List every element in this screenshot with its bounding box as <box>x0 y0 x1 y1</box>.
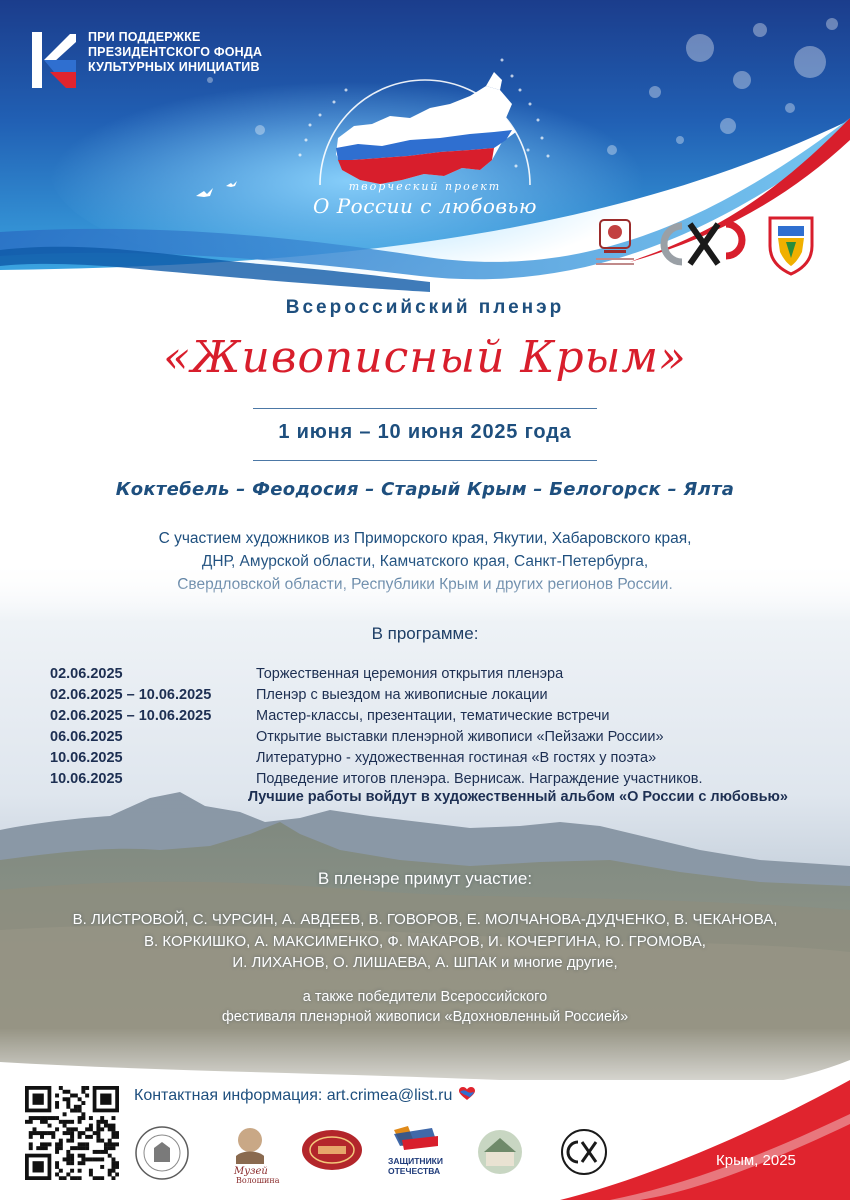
program-text: Открытие выставки пленэрной живописи «Пейзажи России» <box>256 729 664 745</box>
ministry-emblem-icon <box>596 220 634 265</box>
qr-code-icon <box>25 1086 119 1180</box>
names-line-1: В. ЛИСТРОВОЙ, С. ЧУРСИН, А. АВДЕЕВ, В. ГОВОРОВ, Е. МОЛЧАНОВА-ДУДЧЕНКО, В. ЧЕКАНОВА, <box>72 911 778 928</box>
footer-year: Крым, 2025 <box>716 1152 796 1169</box>
defenders-logo-icon <box>388 1126 443 1176</box>
participants-names <box>0 909 850 974</box>
round-photo-logo-icon <box>478 1130 522 1174</box>
svg-text:ОТЕЧЕСТВА: ОТЕЧЕСТВА <box>388 1166 441 1176</box>
fund-line-1: ПРИ ПОДДЕРЖКЕ <box>88 30 201 44</box>
program-text: Литературно - художественная гостиная «В гостях у поэта» <box>256 750 657 766</box>
program-row <box>50 769 830 790</box>
program-list <box>50 664 830 790</box>
svg-text:Музей: Музей <box>234 1166 268 1177</box>
names-line-3: И. ЛИХАНОВ, О. ЛИШАЕВА, А. ШПАК и многие другие, <box>232 954 618 971</box>
program-row <box>50 685 830 706</box>
winners-line-2: фестиваля пленэрной живописи «Вдохновленный Россией» <box>221 1009 629 1025</box>
fund-block <box>30 30 262 90</box>
winners-text <box>0 987 850 1027</box>
program-row <box>50 664 830 685</box>
program-heading: В программе: <box>371 624 479 643</box>
program-text: Пленэр с выездом на живописные локации <box>256 687 548 703</box>
heart-icon <box>459 1087 475 1101</box>
program-row <box>50 706 830 727</box>
event-kind: Всероссийский пленэр <box>285 297 565 318</box>
svg-text:ЗАЩИТНИКИ: ЗАЩИТНИКИ <box>388 1156 443 1166</box>
svg-text:Волошина: Волошина <box>236 1176 280 1185</box>
project-subtitle: творческий проект <box>348 180 502 193</box>
sx-round-logo-icon <box>562 1130 606 1174</box>
contact-text: Контактная информация: art.crimea@list.ru <box>134 1087 453 1104</box>
event-name: «Живописный Крым» <box>163 332 687 383</box>
fund-line-3: КУЛЬТУРНЫХ ИНИЦИАТИВ <box>88 60 260 74</box>
winners-line-1: а также победители Всероссийского <box>302 989 548 1005</box>
partner-logos <box>590 212 820 276</box>
regions-line-1: С участием художников из Приморского края, Якутии, Хабаровского края, <box>158 530 692 547</box>
program-text: Мастер-классы, презентации, тематические встречи <box>256 708 610 724</box>
program-row <box>50 727 830 748</box>
program-date: 02.06.2025 <box>50 666 123 682</box>
program-date: 02.06.2025 – 10.06.2025 <box>50 687 212 703</box>
contact-info <box>134 1087 475 1105</box>
sx-logo-icon <box>664 224 742 264</box>
fund-logo-icon <box>30 30 76 90</box>
participants-heading: В пленэре примут участие: <box>317 869 533 888</box>
program-date: 02.06.2025 – 10.06.2025 <box>50 708 212 724</box>
project-title: О России с любовью <box>312 194 538 218</box>
fund-line-2: ПРЕЗИДЕНТСКОГО ФОНДА <box>88 45 263 59</box>
album-note: Лучшие работы войдут в художественный альбом «О России с любовью» <box>248 789 788 805</box>
footer-logos <box>132 1120 622 1186</box>
program-date: 10.06.2025 <box>50 771 123 787</box>
names-line-2: В. КОРКИШКО, А. МАКСИМЕНКО, Ф. МАКАРОВ, И. КОЧЕРГИНА, Ю. ГРОМОВА, <box>144 932 706 950</box>
program-row <box>50 748 830 769</box>
museum-seal-icon <box>136 1127 188 1179</box>
divider-top <box>253 408 597 409</box>
red-oval-logo-icon <box>302 1130 362 1170</box>
voloshin-museum-icon <box>233 1128 280 1185</box>
program-date: 06.06.2025 <box>50 729 123 745</box>
program-date: 10.06.2025 <box>50 750 123 766</box>
event-dates: 1 июня – 10 июня 2025 года <box>278 421 572 443</box>
event-route: Коктебель – Феодосия – Старый Крым – Белогорск – Ялта <box>115 479 735 500</box>
program-text: Подведение итогов пленэра. Вернисаж. Награждение участников. <box>256 771 703 787</box>
divider-bottom <box>253 460 597 461</box>
crimea-shield-icon <box>770 218 812 274</box>
program-text: Торжественная церемония открытия пленэра <box>256 666 564 682</box>
